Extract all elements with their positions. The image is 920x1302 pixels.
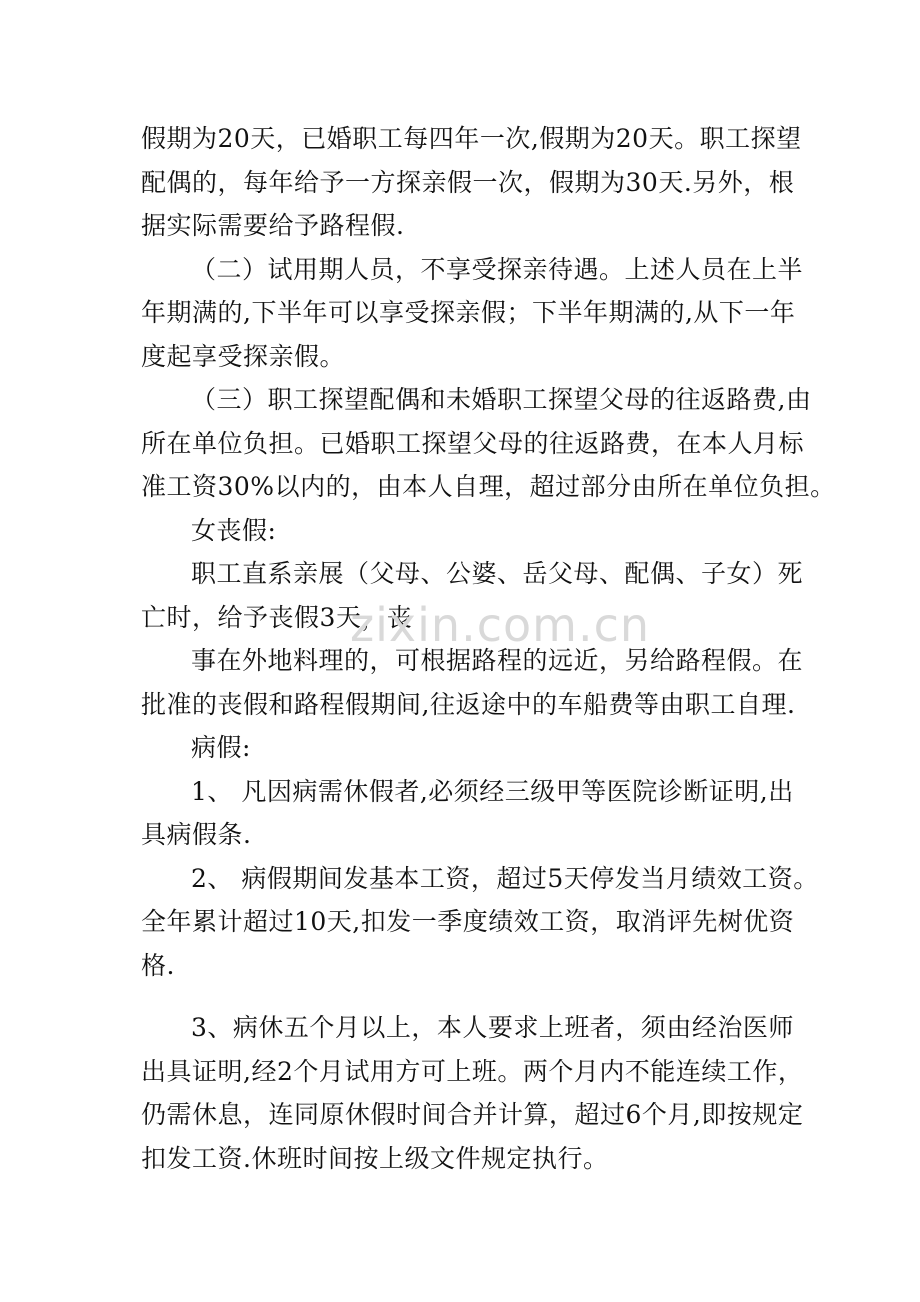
text-line: 女丧假:	[191, 515, 277, 545]
text-line: 仍需休息，连同原休假时间合并计算，超过6个月,即按规定	[141, 1100, 804, 1129]
text-line: 病假:	[191, 733, 251, 762]
text-line: 批准的丧假和路程假期间,往返途中的车船费等由职工自理.	[141, 689, 796, 719]
text-line: 3、病休五个月以上，本人要求上班者，须由经治医师	[191, 1013, 794, 1042]
text-line: 具病假条.	[141, 820, 252, 849]
text-line: 扣发工资.休班时间按上级文件规定执行。	[141, 1143, 609, 1173]
text-line: 据实际需要给予路程假.	[141, 211, 405, 240]
document-body	[141, 117, 836, 1180]
text-line: 年期满的,下半年可以享受探亲假；下半年期满的,从下一年	[141, 298, 796, 327]
watermark: zixin.com.cn	[350, 598, 651, 652]
text-line: 准工资30%以内的，由本人自理，超过部分由所在单位负担。	[141, 472, 836, 501]
text-line: 事在外地料理的，可根据路程的远近，另给路程假。在	[191, 646, 804, 675]
text-line: 出具证明,经2个月试用方可上班。两个月内不能连续工作，	[141, 1056, 804, 1086]
text-line: 格.	[141, 950, 175, 980]
text-line: 职工直系亲展（父母、公婆、岳父母、配偶、子女）死	[191, 559, 804, 588]
text-line: （二）试用期人员，不享受探亲待遇。上述人员在上半	[191, 254, 804, 284]
text-line: 1、 凡因病需休假者,必须经三级甲等医院诊断证明,出	[191, 776, 794, 806]
text-line: 度起享受探亲假。	[141, 341, 346, 371]
text-line: 所在单位负担。已婚职工探望父母的往返路费，在本人月标	[141, 428, 805, 458]
text-line: 亡时，给予丧假3天，丧	[141, 602, 413, 632]
text-line: 全年累计超过10天,扣发一季度绩效工资，取消评先树优资	[141, 907, 795, 936]
text-line	[141, 987, 781, 1006]
text-line: 配偶的，每年给予一方探亲假一次，假期为30天.另外，根	[141, 167, 795, 197]
text-line: 2、 病假期间发基本工资，超过5天停发当月绩效工资。	[191, 863, 819, 893]
text-line: 假期为20天，已婚职工每四年一次,假期为20天。职工探望	[141, 124, 802, 153]
text-line: （三）职工探望配偶和未婚职工探望父母的往返路费,由	[191, 385, 812, 414]
